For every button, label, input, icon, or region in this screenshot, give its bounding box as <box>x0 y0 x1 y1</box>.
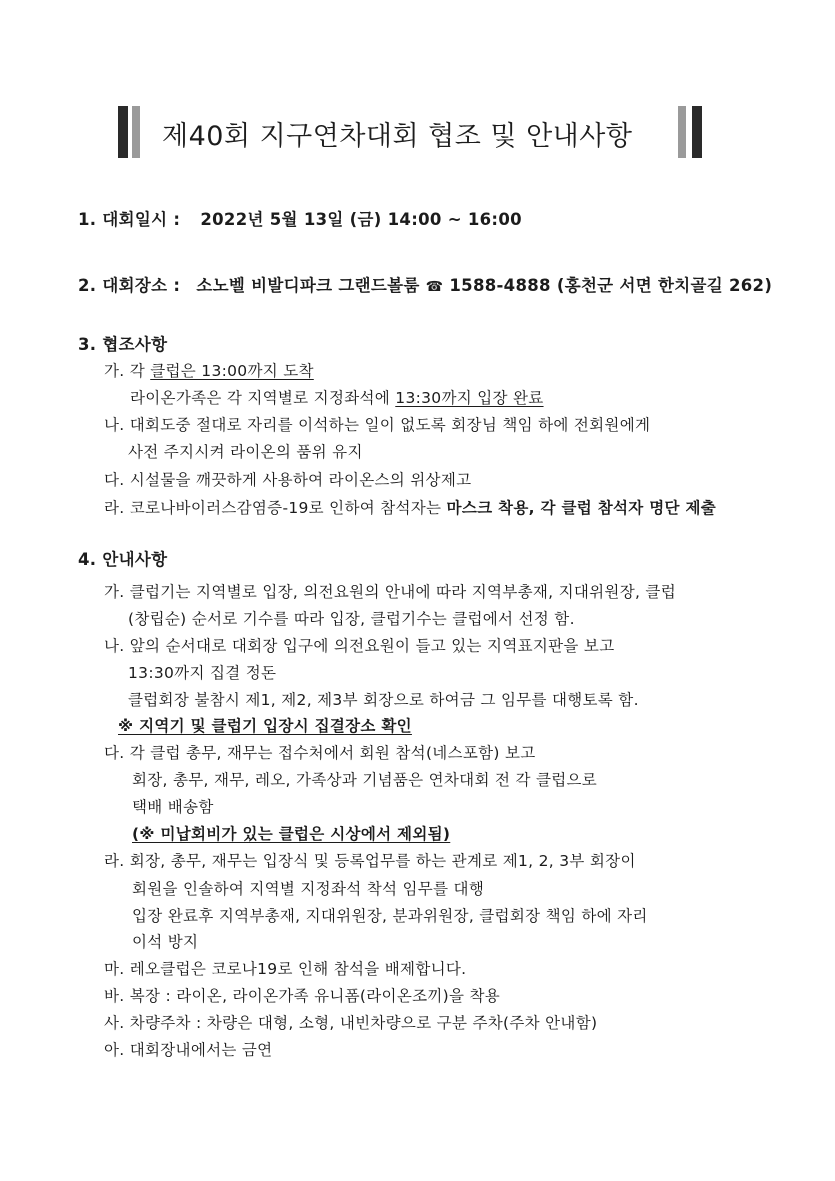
guide-item-ra: 라. 회장, 총무, 재무는 입장식 및 등록업무를 하는 관계로 제1, 2, 3부 회장이 <box>104 852 636 870</box>
guide-item-da-2: 회장, 총무, 재무, 레오, 가족상과 기념품은 연차대회 전 각 클럽으로 <box>132 771 598 789</box>
guide-item-ra-4: 이석 방지 <box>132 933 199 951</box>
coop-item-ra <box>104 496 716 518</box>
section-2-venue <box>78 272 772 296</box>
guide-item-ba: 바. 복장 : 라이온, 라이온가족 유니폼(라이온조끼)을 착용 <box>104 987 501 1005</box>
coop-item-na: 나. 대회도중 절대로 자리를 이석하는 일이 없도록 회장님 책임 하에 전회원에게 <box>104 416 651 434</box>
guide-note-assembly: ※ 지역기 및 클럽기 입장시 집결장소 확인 <box>118 717 412 735</box>
guide-item-ga-2: (창립순) 순서로 기수를 따라 입장, 클럽기수는 클럽에서 선정 함. <box>128 610 575 628</box>
guide-item-na: 나. 앞의 순서대로 대회장 입구에 의전요원이 들고 있는 지역표지판을 보고 <box>104 637 615 655</box>
event-date: 2022년 5월 13일 (금) 14:00 ~ 16:00 <box>200 210 522 229</box>
title-bar-left-dark <box>118 106 128 158</box>
coop-item-na-2: 사전 주지시켜 라이온의 품위 유지 <box>128 443 363 461</box>
guide-item-na-3: 클럽회장 불참시 제1, 제2, 제3부 회장으로 하여금 그 임무를 대행토록 함. <box>128 691 639 709</box>
phone-icon: ☎ <box>425 279 444 295</box>
text: 가. 각 <box>104 362 151 380</box>
title-banner <box>118 106 718 158</box>
text: 라. 코로나바이러스감염증-19로 인하여 참석자는 <box>104 499 447 517</box>
section-number: 2. <box>78 276 97 295</box>
section-1-date <box>78 206 522 230</box>
guide-item-da: 다. 각 클럽 총무, 재무는 접수처에서 회원 참석(네스포함) 보고 <box>104 744 536 762</box>
guide-item-ra-3: 입장 완료후 지역부총재, 지대위원장, 분과위원장, 클럽회장 책임 하에 자리 <box>132 907 648 925</box>
bold-text: 마스크 착용, 각 클럽 참석자 명단 제출 <box>446 499 717 517</box>
title-bar-right-dark <box>692 106 702 158</box>
text: 라이온가족은 각 지역별로 지정좌석에 <box>130 389 396 407</box>
coop-item-da: 다. 시설물을 깨끗하게 사용하여 라이온스의 위상제고 <box>104 471 472 489</box>
coop-item-ga-2 <box>130 386 544 408</box>
guide-item-da-3: 택배 배송함 <box>132 798 214 816</box>
underlined-text: 13:30까지 입장 완료 <box>395 389 544 407</box>
section-4-heading: 4. 안내사항 <box>78 550 168 569</box>
page-title: 제40회 지구연차대회 협조 및 안내사항 <box>162 121 633 152</box>
venue-name: 소노벨 비발디파크 그랜드볼룸 <box>196 276 420 295</box>
title-bar-left-gray <box>132 106 140 158</box>
section-label: 대회장소 : <box>102 276 181 295</box>
guide-item-ra-2: 회원을 인솔하여 지역별 지정좌석 착석 임무를 대행 <box>132 880 485 898</box>
guide-note-unpaid: (※ 미납회비가 있는 클럽은 시상에서 제외됨) <box>132 825 451 843</box>
section-number: 1. <box>78 210 97 229</box>
title-bar-right-gray <box>678 106 686 158</box>
section-3-heading: 3. 협조사항 <box>78 335 168 354</box>
guide-item-ah: 아. 대회장내에서는 금연 <box>104 1041 273 1059</box>
guide-item-sa: 사. 차량주차 : 차량은 대형, 소형, 내빈차량으로 구분 주차(주차 안내함) <box>104 1014 598 1032</box>
guide-item-na-2: 13:30까지 집결 정돈 <box>128 664 277 682</box>
guide-item-ga: 가. 클럽기는 지역별로 입장, 의전요원의 안내에 따라 지역부총재, 지대위원장, 클럽 <box>104 583 676 601</box>
coop-item-ga <box>104 359 314 381</box>
section-label: 대회일시 : <box>102 210 181 229</box>
venue-address: (홍천군 서면 한치골길 262) <box>556 276 773 295</box>
underlined-text: 클럽은 13:00까지 도착 <box>150 362 314 380</box>
venue-phone: 1588-4888 <box>449 276 551 295</box>
guide-item-ma: 마. 레오클럽은 코로나19로 인해 참석을 배제합니다. <box>104 960 467 978</box>
